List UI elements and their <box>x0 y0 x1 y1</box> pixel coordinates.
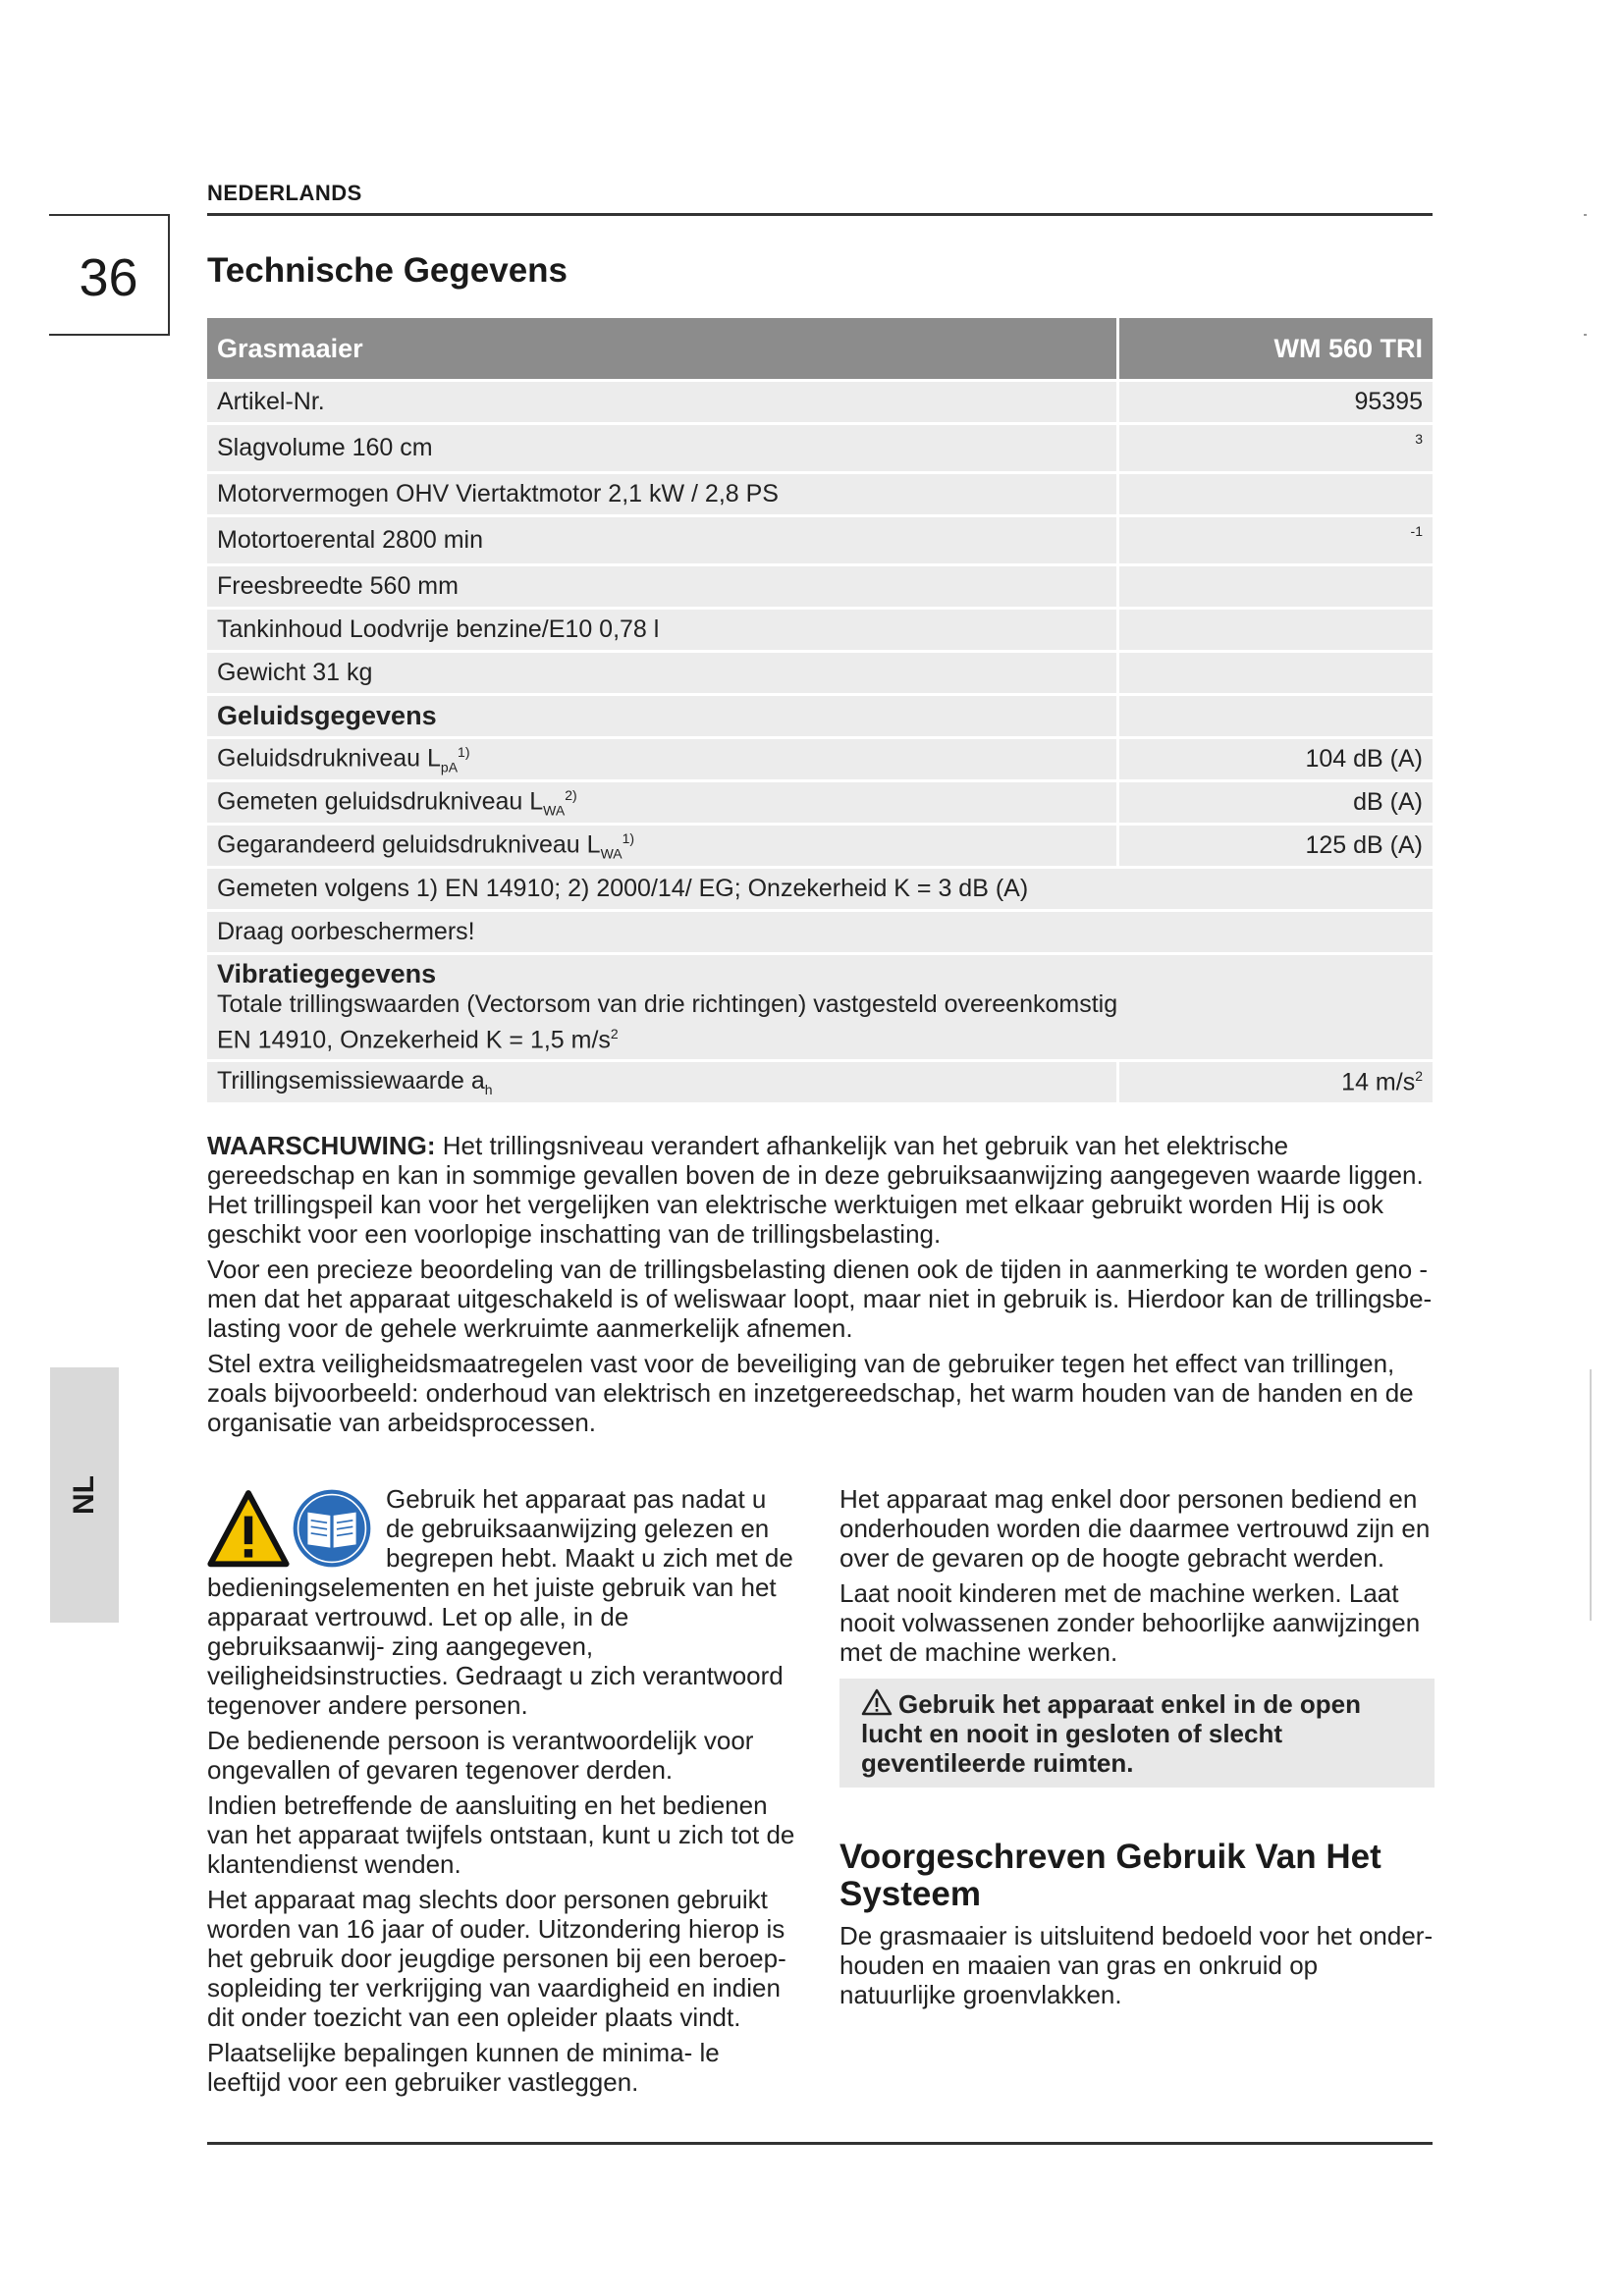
notice-text: Gebruik het apparaat enkel in de open lucht en nooit in gesloten of slecht geventileerde ruimten. <box>861 1689 1362 1778</box>
row-value <box>1116 566 1433 607</box>
ventilation-notice <box>839 1679 1435 1788</box>
vibration-text-1: Totale trillingswaarden (Vectorsom van drie richtingen) vastgesteld overeenkomstig <box>217 990 1118 1019</box>
noise-footnote: 1) <box>458 743 470 760</box>
row-label: Motortoerental 2800 min <box>207 517 1116 563</box>
noise-subscript: WA <box>543 802 566 819</box>
row-value: dB (A) <box>1116 782 1433 823</box>
usage-paragraph: Indien betreffende de aansluiting en het bedienen van het apparaat twijfels ontstaan, kunt u zich tot de klantendienst wenden. <box>207 1790 795 1879</box>
row-value: 3 <box>1116 425 1433 471</box>
table-header-row <box>207 318 1433 379</box>
row-label <box>207 782 1116 823</box>
table-row <box>207 653 1433 693</box>
row-label <box>207 1062 1116 1102</box>
row-value: 125 dB (A) <box>1116 826 1433 866</box>
row-label: Tankinhoud Loodvrije benzine/E10 0,78 l <box>207 610 1116 650</box>
page-number: 36 <box>79 248 138 307</box>
language-label: NEDERLANDS <box>207 181 362 205</box>
row-label <box>207 826 1116 866</box>
warning-paragraph <box>207 1131 1435 1249</box>
row-value <box>1116 1062 1433 1102</box>
row-label: Freesbreedte 560 mm <box>207 566 1116 607</box>
vibration-warning <box>207 1131 1435 1443</box>
table-header-label: Grasmaaier <box>207 318 1116 379</box>
row-value <box>1116 696 1433 736</box>
page-number-box <box>49 214 170 336</box>
row-value: 95395 <box>1116 382 1433 422</box>
measured-note: Gemeten volgens 1) EN 14910; 2) 2000/14/ EG; Onzekerheid K = 3 dB (A) <box>207 869 1433 909</box>
noise-label-text: Gemeten geluidsdrukniveau L <box>217 787 544 816</box>
row-value: 104 dB (A) <box>1116 739 1433 779</box>
table-row <box>207 382 1433 422</box>
table-row <box>207 739 1433 779</box>
side-tab-label: NL <box>68 1475 100 1515</box>
table-row <box>207 1062 1433 1102</box>
emission-label-text: Trillingsemissiewaarde a <box>217 1067 485 1095</box>
vibration-text-2-sup: 2 <box>610 1026 619 1042</box>
ear-protection-note: Draag oorbeschermers! <box>207 912 1433 952</box>
vibration-cell <box>207 955 1433 1059</box>
edge-mark <box>1584 214 1587 216</box>
safety-icons <box>207 1484 374 1573</box>
vibration-text-2-main: EN 14910, Onzekerheid K = 1,5 m/s <box>217 1026 611 1054</box>
usage-paragraph: Plaatselijke bepalingen kunnen de minima- le leeftijd voor een gebruiker vastleggen. <box>207 2038 720 2097</box>
emission-value-sup: 2 <box>1415 1067 1423 1084</box>
usage-paragraph: Het apparaat mag enkel door personen bediend en onderhouden worden die daarmee vertrouwd zijn en over de gevaren op de hoogte gebracht werden. <box>839 1484 1431 1573</box>
row-value <box>1116 474 1433 514</box>
spec-table <box>207 315 1433 1105</box>
row-value <box>1116 653 1433 693</box>
row-value <box>1116 610 1433 650</box>
vibration-title: Vibratiegegevens <box>217 959 437 989</box>
table-row <box>207 782 1433 823</box>
usage-paragraph: Laat nooit kinderen met de machine werken. Laat nooit volwassenen zonder behoorlijke aanwijzingen met de machine werken. <box>839 1578 1421 1667</box>
language-side-tab <box>50 1367 119 1623</box>
emission-subscript: h <box>484 1082 493 1097</box>
intended-use-paragraph: De grasmaaier is uitsluitend bedoeld voor het onder- houden en maaien van gras en onkruid op natuurlijke groenvlakken. <box>839 1921 1434 2009</box>
table-row <box>207 826 1433 866</box>
noise-label-text: Gegarandeerd geluidsdrukniveau L <box>217 830 601 859</box>
table-row <box>207 912 1433 952</box>
edge-mark <box>1584 334 1587 336</box>
header-rule <box>207 213 1433 216</box>
left-column <box>207 1484 796 2103</box>
noise-subscript: WA <box>600 845 623 862</box>
row-label: Slagvolume 160 cm <box>207 425 1116 471</box>
vibration-text-2 <box>217 1019 1423 1054</box>
table-row <box>207 869 1433 909</box>
warning-label: WAARSCHUWING: <box>207 1131 436 1160</box>
table-row <box>207 610 1433 650</box>
warning-outline-icon <box>861 1688 893 1716</box>
warning-paragraph: Voor een precieze beoordeling van de trillingsbelasting dienen ook de tijden in aanmerking te worden geno - men dat het apparaat uitgeschakeld is of weliswaar loopt, maar niet in gebruik is. Hierdoor kan de trillingsbe- lasting voor de gehele werkruimte aanmerkelijk afnemen. <box>207 1255 1433 1343</box>
right-column <box>839 1484 1435 2015</box>
table-row <box>207 474 1433 514</box>
table-row <box>207 425 1433 471</box>
warning-text: Het trillingsniveau verandert afhankelijk van het gebruik van het elektrische gereedschap en kan in sommige gevallen boven de in deze gebruiksaanwijzing aangegeven waarde liggen. Het trillingspeil kan voor het vergelijken van elektrische werktuigen met elkaar gebruikt worden Hij is ook geschikt voor een voorlopige inschatting van de trillingsbelasting. <box>207 1131 1424 1249</box>
row-label: Artikel-Nr. <box>207 382 1116 422</box>
noise-footnote: 2) <box>565 786 577 803</box>
table-row <box>207 566 1433 607</box>
noise-label-text: Geluidsdrukniveau L <box>217 744 441 773</box>
usage-paragraph: De bedienende persoon is verantwoordelijk voor ongevallen of gevaren tegenover derden. <box>207 1726 754 1785</box>
section-title: Technische Gegevens <box>207 251 568 290</box>
noise-subscript: pA <box>440 759 459 775</box>
noise-section-label: Geluidsgegevens <box>207 696 1116 736</box>
table-header-model: WM 560 TRI <box>1116 318 1433 379</box>
vibration-section-row <box>207 955 1433 1059</box>
warning-triangle-icon <box>207 1488 290 1571</box>
emission-value: 14 m/s <box>1341 1068 1416 1096</box>
warning-paragraph: Stel extra veiligheidsmaatregelen vast voor de beveiliging van de gebruiker tegen het effect van trillingen, zoals bijvoorbeeld: onderhoud van elektrisch en inzetgereedschap, het warm houden van de handen en de organisatie van arbeidsprocessen. <box>207 1349 1414 1437</box>
table-row <box>207 517 1433 563</box>
footer-rule <box>207 2142 1433 2145</box>
read-manual-icon <box>292 1488 372 1569</box>
usage-paragraph: Gebruik het apparaat pas nadat u de gebruiksaanwijzing gelezen en begrepen hebt. Maakt u zich met de bedieningselementen en het juiste gebruik van het apparaat vertrouwd. Let op alle, in de gebruiksaanwij- zing aangegeven, veiligheidsinstructies. Gedraagt u zich verantwoord tegenover andere personen. <box>207 1484 793 1720</box>
noise-footnote: 1) <box>622 829 635 846</box>
row-label <box>207 739 1116 779</box>
table-section-row <box>207 696 1433 736</box>
intended-use-title: Voorgeschreven Gebruik Van Het Systeem <box>839 1838 1381 1913</box>
usage-paragraph: Het apparaat mag slechts door personen gebruikt worden van 16 jaar of ouder. Uitzondering hierop is het gebruik door jeugdige personen bij een beroep- sopleiding ter verkrijging van vaardigheid en indien dit onder toezicht van een opleider plaats vindt. <box>207 1885 786 2032</box>
row-value: -1 <box>1116 517 1433 563</box>
row-label: Gewicht 31 kg <box>207 653 1116 693</box>
margin-line <box>1590 1369 1592 1621</box>
row-label: Motorvermogen OHV Viertaktmotor 2,1 kW / 2,8 PS <box>207 474 1116 514</box>
